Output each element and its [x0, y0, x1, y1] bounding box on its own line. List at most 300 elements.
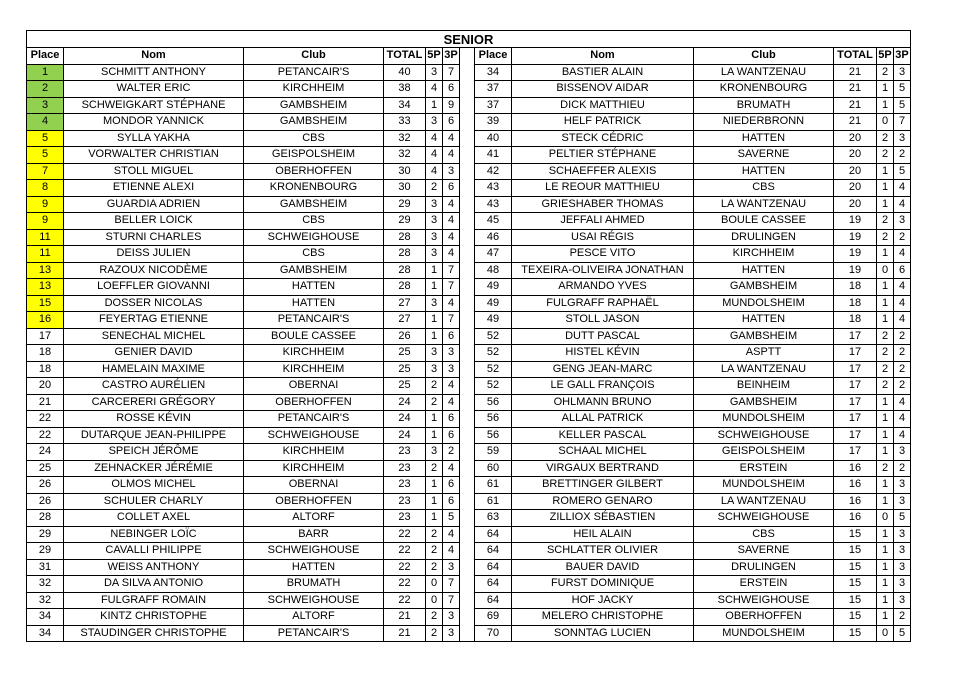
- place-cell: 56: [475, 411, 512, 428]
- place-cell: 9: [27, 213, 64, 230]
- five-points-cell: 0: [877, 262, 894, 279]
- name-cell: RAZOUX NICODÈME: [64, 262, 244, 279]
- three-points-cell: 2: [443, 444, 460, 461]
- table-row: [27, 427, 911, 444]
- five-points-cell: 1: [877, 295, 894, 312]
- three-points-cell: 4: [443, 213, 460, 230]
- name-cell: VIRGAUX BERTRAND: [512, 460, 694, 477]
- total-cell: 34: [384, 97, 426, 114]
- three-points-cell: 3: [894, 130, 911, 147]
- club-cell: CBS: [694, 526, 834, 543]
- table-row: [27, 592, 911, 609]
- total-cell: 21: [384, 625, 426, 642]
- column-gap: [460, 444, 475, 461]
- column-gap: [460, 312, 475, 329]
- name-cell: STAUDINGER CHRISTOPHE: [64, 625, 244, 642]
- five-points-cell: 3: [426, 114, 443, 131]
- three-points-cell: 4: [894, 411, 911, 428]
- total-cell: 40: [384, 64, 426, 81]
- total-cell: 15: [834, 543, 877, 560]
- table-row: [27, 477, 911, 494]
- place-cell: 52: [475, 345, 512, 362]
- total-cell: 17: [834, 328, 877, 345]
- club-cell: GAMBSHEIM: [244, 196, 384, 213]
- header-3p: 3P: [894, 48, 911, 65]
- total-cell: 20: [834, 196, 877, 213]
- place-cell: 25: [27, 460, 64, 477]
- five-points-cell: 1: [877, 411, 894, 428]
- three-points-cell: 3: [443, 345, 460, 362]
- three-points-cell: 6: [443, 411, 460, 428]
- name-cell: HELF PATRICK: [512, 114, 694, 131]
- five-points-cell: 4: [426, 81, 443, 98]
- three-points-cell: 5: [894, 97, 911, 114]
- three-points-cell: 4: [443, 229, 460, 246]
- table-row: [27, 279, 911, 296]
- name-cell: KELLER PASCAL: [512, 427, 694, 444]
- total-cell: 33: [384, 114, 426, 131]
- name-cell: STOLL JASON: [512, 312, 694, 329]
- five-points-cell: 2: [877, 213, 894, 230]
- place-cell: 4: [27, 114, 64, 131]
- club-cell: HATTEN: [244, 279, 384, 296]
- name-cell: DUTT PASCAL: [512, 328, 694, 345]
- table-row: [27, 460, 911, 477]
- five-points-cell: 1: [426, 97, 443, 114]
- club-cell: BRUMATH: [244, 576, 384, 593]
- five-points-cell: 2: [877, 378, 894, 395]
- five-points-cell: 4: [426, 163, 443, 180]
- club-cell: SCHWEIGHOUSE: [244, 543, 384, 560]
- header-nom: Nom: [64, 48, 244, 65]
- place-cell: 52: [475, 328, 512, 345]
- total-cell: 29: [384, 213, 426, 230]
- five-points-cell: 4: [426, 147, 443, 164]
- table-row: [27, 526, 911, 543]
- five-points-cell: 3: [426, 295, 443, 312]
- column-gap: [460, 477, 475, 494]
- club-cell: DRULINGEN: [694, 229, 834, 246]
- total-cell: 21: [834, 114, 877, 131]
- place-cell: 41: [475, 147, 512, 164]
- place-cell: 37: [475, 81, 512, 98]
- club-cell: PETANCAIR'S: [244, 625, 384, 642]
- three-points-cell: 4: [894, 246, 911, 263]
- name-cell: LE REOUR MATTHIEU: [512, 180, 694, 197]
- club-cell: CBS: [244, 213, 384, 230]
- five-points-cell: 1: [877, 493, 894, 510]
- three-points-cell: 7: [443, 64, 460, 81]
- column-gap: [460, 196, 475, 213]
- place-cell: 29: [27, 526, 64, 543]
- name-cell: GRIESHABER THOMAS: [512, 196, 694, 213]
- club-cell: SCHWEIGHOUSE: [244, 427, 384, 444]
- three-points-cell: 4: [894, 427, 911, 444]
- club-cell: ERSTEIN: [694, 460, 834, 477]
- place-cell: 37: [475, 97, 512, 114]
- three-points-cell: 2: [894, 361, 911, 378]
- place-cell: 70: [475, 625, 512, 642]
- total-cell: 17: [834, 378, 877, 395]
- name-cell: PESCE VITO: [512, 246, 694, 263]
- club-cell: OBERHOFFEN: [244, 493, 384, 510]
- table-row: [27, 64, 911, 81]
- five-points-cell: 3: [426, 213, 443, 230]
- five-points-cell: 2: [426, 180, 443, 197]
- table-row: [27, 559, 911, 576]
- table-row: [27, 378, 911, 395]
- three-points-cell: 3: [894, 576, 911, 593]
- club-cell: OBERNAI: [244, 477, 384, 494]
- table-row: [27, 394, 911, 411]
- five-points-cell: 1: [877, 592, 894, 609]
- five-points-cell: 3: [426, 361, 443, 378]
- five-points-cell: 1: [877, 427, 894, 444]
- total-cell: 28: [384, 279, 426, 296]
- name-cell: HEIL ALAIN: [512, 526, 694, 543]
- club-cell: BARR: [244, 526, 384, 543]
- total-cell: 21: [384, 609, 426, 626]
- five-points-cell: 1: [877, 394, 894, 411]
- three-points-cell: 3: [894, 64, 911, 81]
- three-points-cell: 7: [894, 114, 911, 131]
- five-points-cell: 1: [877, 609, 894, 626]
- total-cell: 25: [384, 378, 426, 395]
- title-row: [27, 31, 911, 48]
- three-points-cell: 3: [894, 543, 911, 560]
- column-gap: [460, 460, 475, 477]
- name-cell: FULGRAFF ROMAIN: [64, 592, 244, 609]
- total-cell: 28: [384, 229, 426, 246]
- column-gap: [460, 411, 475, 428]
- header-total: TOTAL: [384, 48, 426, 65]
- total-cell: 22: [384, 592, 426, 609]
- club-cell: KIRCHHEIM: [244, 361, 384, 378]
- club-cell: SAVERNE: [694, 543, 834, 560]
- table-row: [27, 196, 911, 213]
- club-cell: KRONENBOURG: [694, 81, 834, 98]
- place-cell: 64: [475, 543, 512, 560]
- total-cell: 22: [384, 559, 426, 576]
- five-points-cell: 0: [877, 114, 894, 131]
- five-points-cell: 3: [426, 229, 443, 246]
- name-cell: GUARDIA ADRIEN: [64, 196, 244, 213]
- table-row: [27, 609, 911, 626]
- five-points-cell: 2: [426, 559, 443, 576]
- name-cell: COLLET AXEL: [64, 510, 244, 527]
- three-points-cell: 5: [894, 510, 911, 527]
- name-cell: SCHLATTER OLIVIER: [512, 543, 694, 560]
- club-cell: HATTEN: [694, 312, 834, 329]
- place-cell: 9: [27, 196, 64, 213]
- name-cell: BAUER DAVID: [512, 559, 694, 576]
- five-points-cell: 3: [426, 246, 443, 263]
- club-cell: KRONENBOURG: [244, 180, 384, 197]
- name-cell: SCHAAL MICHEL: [512, 444, 694, 461]
- place-cell: 56: [475, 427, 512, 444]
- name-cell: SCHULER CHARLY: [64, 493, 244, 510]
- total-cell: 24: [384, 411, 426, 428]
- column-gap: [460, 378, 475, 395]
- name-cell: SYLLA YAKHA: [64, 130, 244, 147]
- total-cell: 18: [834, 295, 877, 312]
- column-gap: [460, 592, 475, 609]
- column-gap: [460, 180, 475, 197]
- table-row: [27, 510, 911, 527]
- total-cell: 16: [834, 477, 877, 494]
- total-cell: 28: [384, 262, 426, 279]
- name-cell: MONDOR YANNICK: [64, 114, 244, 131]
- five-points-cell: 3: [426, 345, 443, 362]
- five-points-cell: 2: [877, 328, 894, 345]
- five-points-cell: 1: [426, 477, 443, 494]
- three-points-cell: 7: [443, 592, 460, 609]
- place-cell: 2: [27, 81, 64, 98]
- three-points-cell: 4: [443, 147, 460, 164]
- name-cell: ZEHNACKER JÉRÉMIE: [64, 460, 244, 477]
- five-points-cell: 1: [426, 262, 443, 279]
- place-cell: 56: [475, 394, 512, 411]
- five-points-cell: 2: [426, 378, 443, 395]
- club-cell: BOULE CASSEE: [244, 328, 384, 345]
- place-cell: 45: [475, 213, 512, 230]
- five-points-cell: 1: [426, 312, 443, 329]
- three-points-cell: 4: [443, 394, 460, 411]
- place-cell: 64: [475, 559, 512, 576]
- name-cell: BELLER LOICK: [64, 213, 244, 230]
- header-row: [27, 48, 911, 65]
- column-gap: [460, 625, 475, 642]
- club-cell: GAMBSHEIM: [244, 97, 384, 114]
- total-cell: 23: [384, 460, 426, 477]
- club-cell: BRUMATH: [694, 97, 834, 114]
- club-cell: MUNDOLSHEIM: [694, 477, 834, 494]
- header-total: TOTAL: [834, 48, 877, 65]
- five-points-cell: 0: [877, 625, 894, 642]
- place-cell: 64: [475, 576, 512, 593]
- club-cell: HATTEN: [694, 163, 834, 180]
- column-gap: [460, 81, 475, 98]
- place-cell: 13: [27, 262, 64, 279]
- column-gap: [460, 609, 475, 626]
- five-points-cell: 4: [426, 130, 443, 147]
- name-cell: USAI RÉGIS: [512, 229, 694, 246]
- table-row: [27, 81, 911, 98]
- place-cell: 31: [27, 559, 64, 576]
- name-cell: DICK MATTHIEU: [512, 97, 694, 114]
- club-cell: GAMBSHEIM: [694, 279, 834, 296]
- name-cell: SCHWEIGKART STÉPHANE: [64, 97, 244, 114]
- three-points-cell: 6: [443, 427, 460, 444]
- total-cell: 19: [834, 246, 877, 263]
- place-cell: 20: [27, 378, 64, 395]
- table-row: [27, 229, 911, 246]
- five-points-cell: 1: [877, 576, 894, 593]
- total-cell: 17: [834, 444, 877, 461]
- three-points-cell: 4: [443, 196, 460, 213]
- three-points-cell: 3: [443, 559, 460, 576]
- table-row: [27, 163, 911, 180]
- club-cell: OBERHOFFEN: [244, 394, 384, 411]
- place-cell: 22: [27, 427, 64, 444]
- place-cell: 13: [27, 279, 64, 296]
- five-points-cell: 1: [426, 411, 443, 428]
- name-cell: HAMELAIN MAXIME: [64, 361, 244, 378]
- name-cell: SENECHAL MICHEL: [64, 328, 244, 345]
- place-cell: 48: [475, 262, 512, 279]
- club-cell: OBERHOFFEN: [694, 609, 834, 626]
- club-cell: SCHWEIGHOUSE: [694, 427, 834, 444]
- place-cell: 29: [27, 543, 64, 560]
- column-gap: [460, 114, 475, 131]
- three-points-cell: 5: [894, 163, 911, 180]
- club-cell: KIRCHHEIM: [244, 460, 384, 477]
- header-5p: 5P: [877, 48, 894, 65]
- three-points-cell: 2: [894, 378, 911, 395]
- place-cell: 18: [27, 345, 64, 362]
- name-cell: BISSENOV AIDAR: [512, 81, 694, 98]
- name-cell: SCHAEFFER ALEXIS: [512, 163, 694, 180]
- three-points-cell: 3: [894, 213, 911, 230]
- three-points-cell: 3: [894, 444, 911, 461]
- five-points-cell: 3: [426, 444, 443, 461]
- three-points-cell: 4: [894, 312, 911, 329]
- column-gap: [460, 229, 475, 246]
- table-row: [27, 312, 911, 329]
- name-cell: FEYERTAG ETIENNE: [64, 312, 244, 329]
- total-cell: 32: [384, 147, 426, 164]
- three-points-cell: 3: [443, 625, 460, 642]
- name-cell: VORWALTER CHRISTIAN: [64, 147, 244, 164]
- club-cell: BEINHEIM: [694, 378, 834, 395]
- three-points-cell: 4: [443, 543, 460, 560]
- three-points-cell: 2: [894, 229, 911, 246]
- place-cell: 22: [27, 411, 64, 428]
- three-points-cell: 3: [894, 526, 911, 543]
- total-cell: 28: [384, 246, 426, 263]
- total-cell: 15: [834, 625, 877, 642]
- five-points-cell: 1: [877, 81, 894, 98]
- name-cell: DEISS JULIEN: [64, 246, 244, 263]
- header-club: Club: [694, 48, 834, 65]
- name-cell: DUTARQUE JEAN-PHILIPPE: [64, 427, 244, 444]
- three-points-cell: 4: [443, 130, 460, 147]
- three-points-cell: 4: [894, 295, 911, 312]
- place-cell: 1: [27, 64, 64, 81]
- table-row: [27, 130, 911, 147]
- three-points-cell: 3: [894, 592, 911, 609]
- place-cell: 46: [475, 229, 512, 246]
- total-cell: 23: [384, 444, 426, 461]
- column-gap: [460, 130, 475, 147]
- club-cell: GEISPOLSHEIM: [244, 147, 384, 164]
- total-cell: 20: [834, 147, 877, 164]
- total-cell: 27: [384, 295, 426, 312]
- place-cell: 59: [475, 444, 512, 461]
- table-row: [27, 444, 911, 461]
- table-row: [27, 625, 911, 642]
- three-points-cell: 6: [443, 180, 460, 197]
- club-cell: NIEDERBRONN: [694, 114, 834, 131]
- name-cell: SONNTAG LUCIEN: [512, 625, 694, 642]
- club-cell: LA WANTZENAU: [694, 361, 834, 378]
- standings-body: [27, 64, 911, 642]
- place-cell: 49: [475, 279, 512, 296]
- total-cell: 17: [834, 427, 877, 444]
- table-row: [27, 262, 911, 279]
- five-points-cell: 1: [877, 246, 894, 263]
- table-row: [27, 147, 911, 164]
- three-points-cell: 6: [443, 328, 460, 345]
- total-cell: 18: [834, 279, 877, 296]
- column-gap: [460, 64, 475, 81]
- five-points-cell: 0: [426, 592, 443, 609]
- place-cell: 26: [27, 493, 64, 510]
- name-cell: CAVALLI PHILIPPE: [64, 543, 244, 560]
- total-cell: 19: [834, 262, 877, 279]
- total-cell: 20: [834, 130, 877, 147]
- name-cell: ETIENNE ALEXI: [64, 180, 244, 197]
- name-cell: DOSSER NICOLAS: [64, 295, 244, 312]
- club-cell: DRULINGEN: [694, 559, 834, 576]
- place-cell: 61: [475, 477, 512, 494]
- place-cell: 15: [27, 295, 64, 312]
- column-gap: [460, 510, 475, 527]
- name-cell: LOEFFLER GIOVANNI: [64, 279, 244, 296]
- five-points-cell: 1: [426, 510, 443, 527]
- name-cell: ROMERO GENARO: [512, 493, 694, 510]
- total-cell: 38: [384, 81, 426, 98]
- five-points-cell: 1: [426, 427, 443, 444]
- three-points-cell: 5: [443, 510, 460, 527]
- total-cell: 15: [834, 559, 877, 576]
- place-cell: 26: [27, 477, 64, 494]
- name-cell: FURST DOMINIQUE: [512, 576, 694, 593]
- column-gap: [460, 48, 475, 65]
- total-cell: 16: [834, 510, 877, 527]
- five-points-cell: 1: [877, 444, 894, 461]
- five-points-cell: 1: [877, 180, 894, 197]
- five-points-cell: 2: [877, 64, 894, 81]
- name-cell: STOLL MIGUEL: [64, 163, 244, 180]
- place-cell: 5: [27, 147, 64, 164]
- club-cell: HATTEN: [694, 130, 834, 147]
- three-points-cell: 5: [894, 81, 911, 98]
- club-cell: OBERNAI: [244, 378, 384, 395]
- three-points-cell: 2: [894, 345, 911, 362]
- place-cell: 32: [27, 592, 64, 609]
- club-cell: CBS: [244, 246, 384, 263]
- total-cell: 30: [384, 163, 426, 180]
- three-points-cell: 7: [443, 576, 460, 593]
- club-cell: GAMBSHEIM: [694, 328, 834, 345]
- three-points-cell: 6: [894, 262, 911, 279]
- name-cell: GENG JEAN-MARC: [512, 361, 694, 378]
- club-cell: HATTEN: [244, 295, 384, 312]
- place-cell: 40: [475, 130, 512, 147]
- three-points-cell: 6: [443, 477, 460, 494]
- name-cell: MELERO CHRISTOPHE: [512, 609, 694, 626]
- club-cell: SCHWEIGHOUSE: [244, 229, 384, 246]
- column-gap: [460, 147, 475, 164]
- column-gap: [460, 295, 475, 312]
- table-row: [27, 295, 911, 312]
- club-cell: BOULE CASSEE: [694, 213, 834, 230]
- total-cell: 24: [384, 427, 426, 444]
- total-cell: 30: [384, 180, 426, 197]
- place-cell: 52: [475, 361, 512, 378]
- place-cell: 32: [27, 576, 64, 593]
